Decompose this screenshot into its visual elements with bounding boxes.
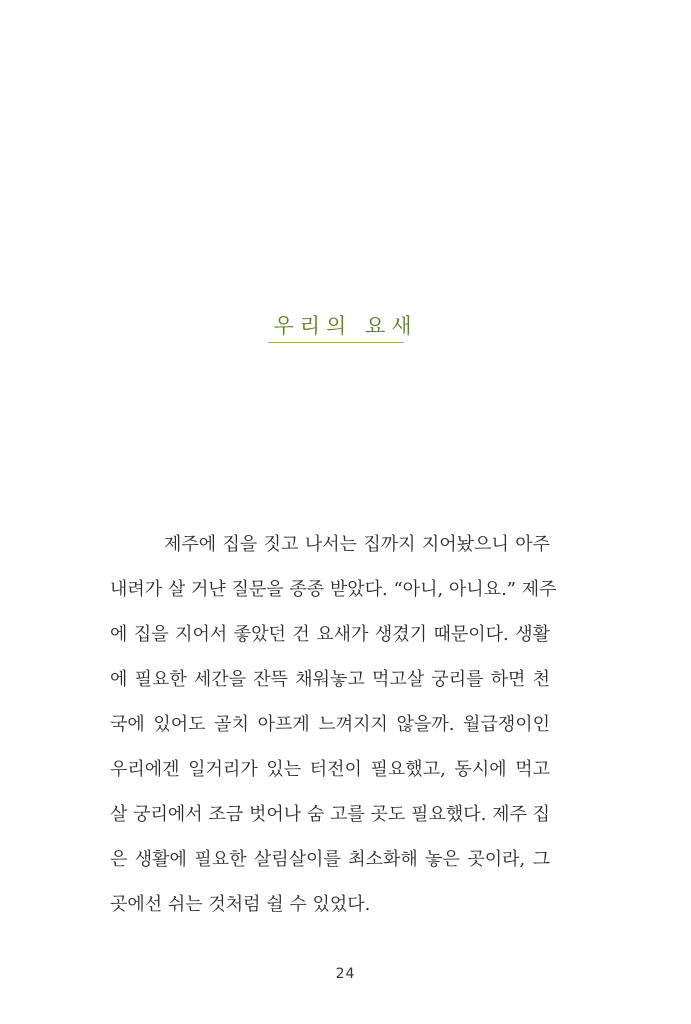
text-line: 곳에선 쉬는 것처럼 쉴 수 있었다.: [110, 894, 371, 915]
text-line: 제주에 집을 짓고 나서는 집까지 지어놨으니 아주: [164, 534, 550, 555]
text-line: 에 필요한 세간을 잔뜩 채워놓고 먹고살 궁리를 하면 천: [110, 669, 550, 690]
title-underline: [268, 342, 404, 343]
text-line: 은 생활에 필요한 살림살이를 최소화해 놓은 곳이라, 그: [110, 849, 550, 870]
text-line: 살 궁리에서 조금 벗어나 숨 고를 곳도 필요했다. 제주 집: [110, 804, 550, 825]
text-line: 국에 있어도 골치 아프게 느껴지지 않을까. 월급쟁이인: [110, 714, 550, 735]
text-line: 에 집을 지어서 좋았던 건 요새가 생겼기 때문이다. 생활: [110, 624, 550, 645]
page-number: 24: [335, 966, 356, 982]
body-paragraph: [110, 522, 557, 927]
text-line: 내려가 살 거냔 질문을 종종 받았다. “아니, 아니요.” 제주: [110, 579, 557, 600]
text-line: 우리에겐 일거리가 있는 터전이 필요했고, 동시에 먹고: [110, 759, 550, 780]
chapter-title: 우리의 요새: [273, 314, 418, 338]
